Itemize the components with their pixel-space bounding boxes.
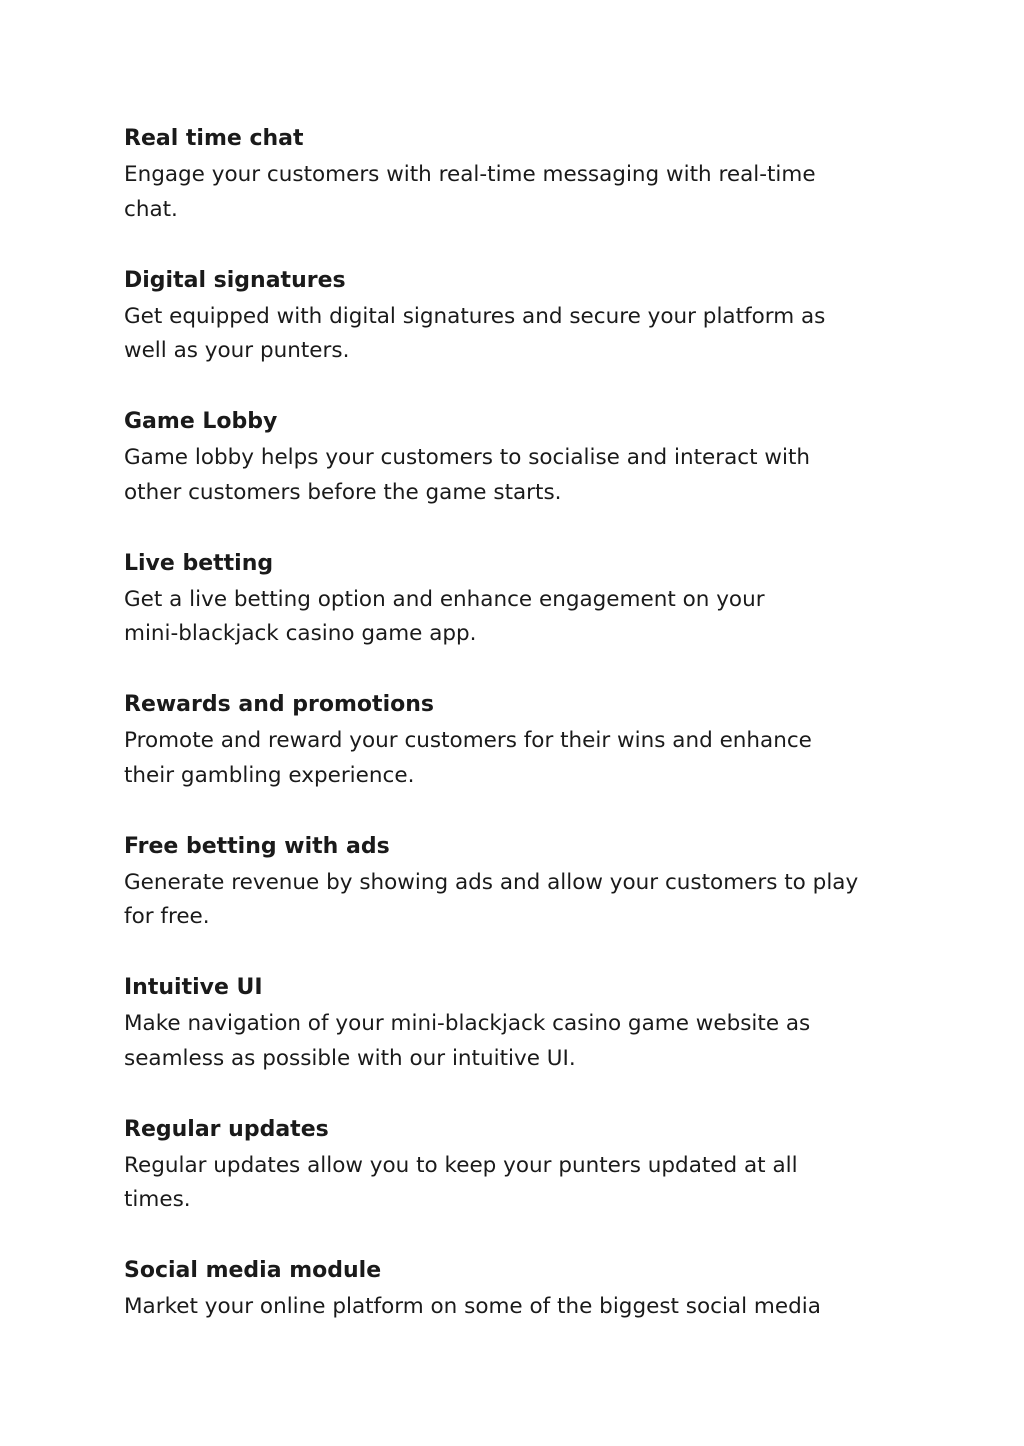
feature-title: Live betting [124, 550, 274, 576]
feature-description [124, 724, 904, 793]
feature-description-line: seamless as possible with our intuitive UI. [124, 1045, 576, 1071]
feature-description [124, 583, 904, 652]
feature-description [124, 1290, 904, 1325]
feature-description-line: mini-blackjack casino game app. [124, 621, 477, 646]
feature-description-line: Market your online platform on some of the biggest social media [124, 1294, 821, 1319]
feature-description [124, 441, 904, 510]
feature-description-line: Game lobby helps your customers to socialise and interact with [124, 445, 810, 470]
feature-description [124, 1007, 904, 1076]
feature-rewards-and-promotions [124, 686, 904, 793]
feature-free-betting-with-ads [124, 828, 904, 935]
feature-description [124, 1149, 904, 1218]
feature-description-line: Get equipped with digital signatures and secure your platform as [124, 303, 826, 329]
feature-description-line: Engage your customers with real-time messaging with real-time [124, 162, 816, 187]
feature-title: Social media module [124, 1258, 382, 1283]
feature-description-line: well as your punters. [124, 338, 350, 363]
feature-title: Free betting with ads [124, 833, 390, 859]
feature-title: Intuitive UI [124, 975, 263, 1000]
feature-title: Regular updates [124, 1116, 329, 1142]
feature-game-lobby [124, 403, 904, 510]
feature-description [124, 158, 904, 227]
feature-description-line: Generate revenue by showing ads and allow your customers to play [124, 869, 859, 895]
feature-description-line: Promote and reward your customers for their wins and enhance [124, 728, 812, 753]
feature-description-line: their gambling experience. [124, 762, 415, 788]
feature-description-line: Make navigation of your mini-blackjack casino game website as [124, 1011, 811, 1036]
feature-real-time-chat [124, 120, 904, 227]
feature-description-line: Get a live betting option and enhance engagement on your [124, 586, 765, 612]
document-page [124, 120, 904, 1359]
feature-title: Rewards and promotions [124, 692, 434, 717]
feature-digital-signatures [124, 262, 904, 369]
feature-regular-updates [124, 1111, 904, 1218]
feature-title: Digital signatures [124, 267, 346, 293]
feature-description [124, 300, 904, 369]
feature-live-betting [124, 545, 904, 652]
feature-intuitive-ui [124, 969, 904, 1076]
feature-title: Real time chat [124, 126, 304, 151]
feature-title: Game Lobby [124, 409, 278, 434]
feature-description-line: Regular updates allow you to keep your punters updated at all [124, 1152, 798, 1178]
feature-description [124, 866, 904, 935]
feature-description-line: other customers before the game starts. [124, 479, 562, 505]
feature-description-line: for free. [124, 904, 210, 929]
feature-description-line: times. [124, 1187, 191, 1212]
feature-social-media-module [124, 1252, 904, 1325]
feature-description-line: chat. [124, 196, 178, 222]
